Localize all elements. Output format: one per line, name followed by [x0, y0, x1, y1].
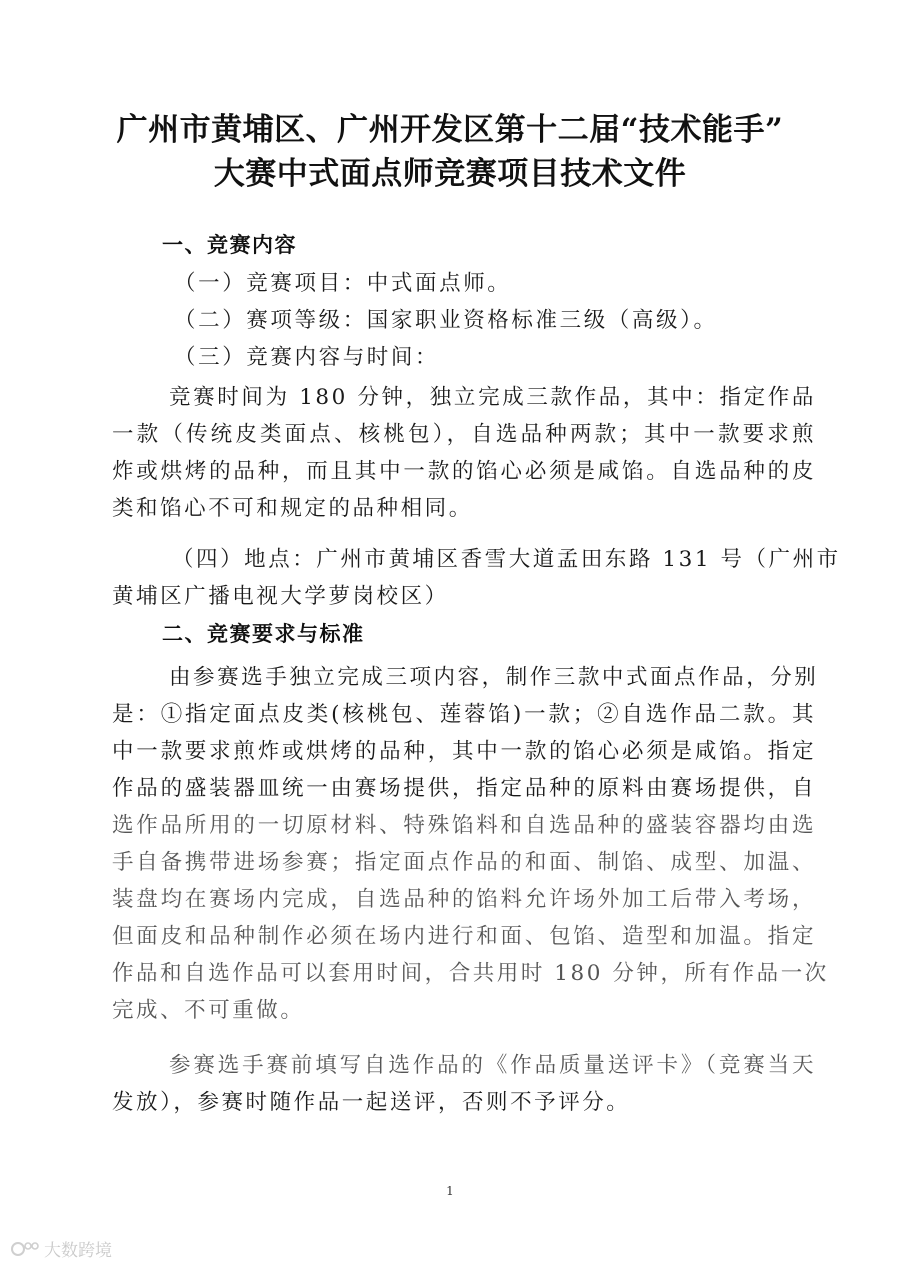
watermark-logo-icon — [10, 1239, 40, 1259]
paragraph-line: 完成、不可重做。 — [112, 998, 305, 1023]
paragraph-line: 炸或烘烤的品种，而且其中一款的馅心必须是咸馅。自选品种的皮 — [112, 459, 816, 484]
section-2-paragraph-2 — [112, 1048, 816, 1122]
paragraph-line: 选作品所用的一切原材料、特殊馅料和自选品种的盛装容器均由选 — [112, 813, 816, 838]
paragraph-line: 由参赛选手独立完成三项内容，制作三款中式面点作品，分别 — [169, 665, 819, 690]
watermark-text: 大数跨境 — [44, 1241, 112, 1261]
paragraph-line: 装盘均在赛场内完成，自选品种的馅料允许场外加工后带入考场， — [112, 887, 816, 912]
section-1-item-4-paragraph — [112, 542, 841, 616]
document-title-line-2: 大赛中式面点师竞赛项目技术文件 — [213, 156, 687, 192]
paragraph-line: 是：①指定面点皮类(核桃包、莲蓉馅)一款；②自选作品二款。其 — [112, 702, 816, 727]
paragraph-line: 竞赛时间为 180 分钟，独立完成三款作品，其中：指定作品 — [169, 385, 816, 410]
paragraph-line: 发放），参赛时随作品一起送评，否则不予评分。 — [112, 1090, 631, 1115]
section-1-item-3: （三）竞赛内容与时间： — [174, 345, 440, 370]
paragraph-line: （四）地点：广州市黄埔区香雪大道孟田东路 131 号（广州市 — [172, 547, 841, 572]
watermark — [10, 1236, 112, 1261]
section-1-item-3-paragraph — [112, 380, 816, 528]
section-1-item-2: （二）赛项等级：国家职业资格标准三级（高级）。 — [174, 308, 718, 333]
paragraph-line: 作品的盛装器皿统一由赛场提供，指定品种的原料由赛场提供，自 — [112, 776, 816, 801]
section-2-paragraph-1 — [112, 660, 829, 1030]
paragraph-line: 中一款要求煎炸或烘烤的品种，其中一款的馅心必须是咸馅。指定 — [112, 739, 816, 764]
paragraph-line: 但面皮和品种制作必须在场内进行和面、包馅、造型和加温。指定 — [112, 924, 816, 949]
paragraph-line: 参赛选手赛前填写自选作品的《作品质量送评卡》（竞赛当天 — [169, 1053, 816, 1078]
document-title-line-1: 广州市黄埔区、广州开发区第十二届“技术能手” — [116, 112, 784, 148]
paragraph-line: 类和馅心不可和规定的品种相同。 — [112, 496, 473, 521]
paragraph-line: 一款（传统皮类面点、核桃包），自选品种两款；其中一款要求煎 — [112, 422, 816, 447]
paragraph-line: 黄埔区广播电视大学萝岗校区） — [112, 584, 449, 609]
section-1-item-1: （一）竞赛项目：中式面点师。 — [174, 271, 512, 296]
section-1-heading: 一、竞赛内容 — [162, 233, 297, 257]
page-number: 1 — [446, 1184, 454, 1198]
section-2-heading: 二、竞赛要求与标准 — [162, 622, 365, 646]
paragraph-line: 作品和自选作品可以套用时间，合共用时 180 分钟，所有作品一次 — [112, 961, 829, 986]
paragraph-line: 手自备携带进场参赛；指定面点作品的和面、制馅、成型、加温、 — [112, 850, 816, 875]
